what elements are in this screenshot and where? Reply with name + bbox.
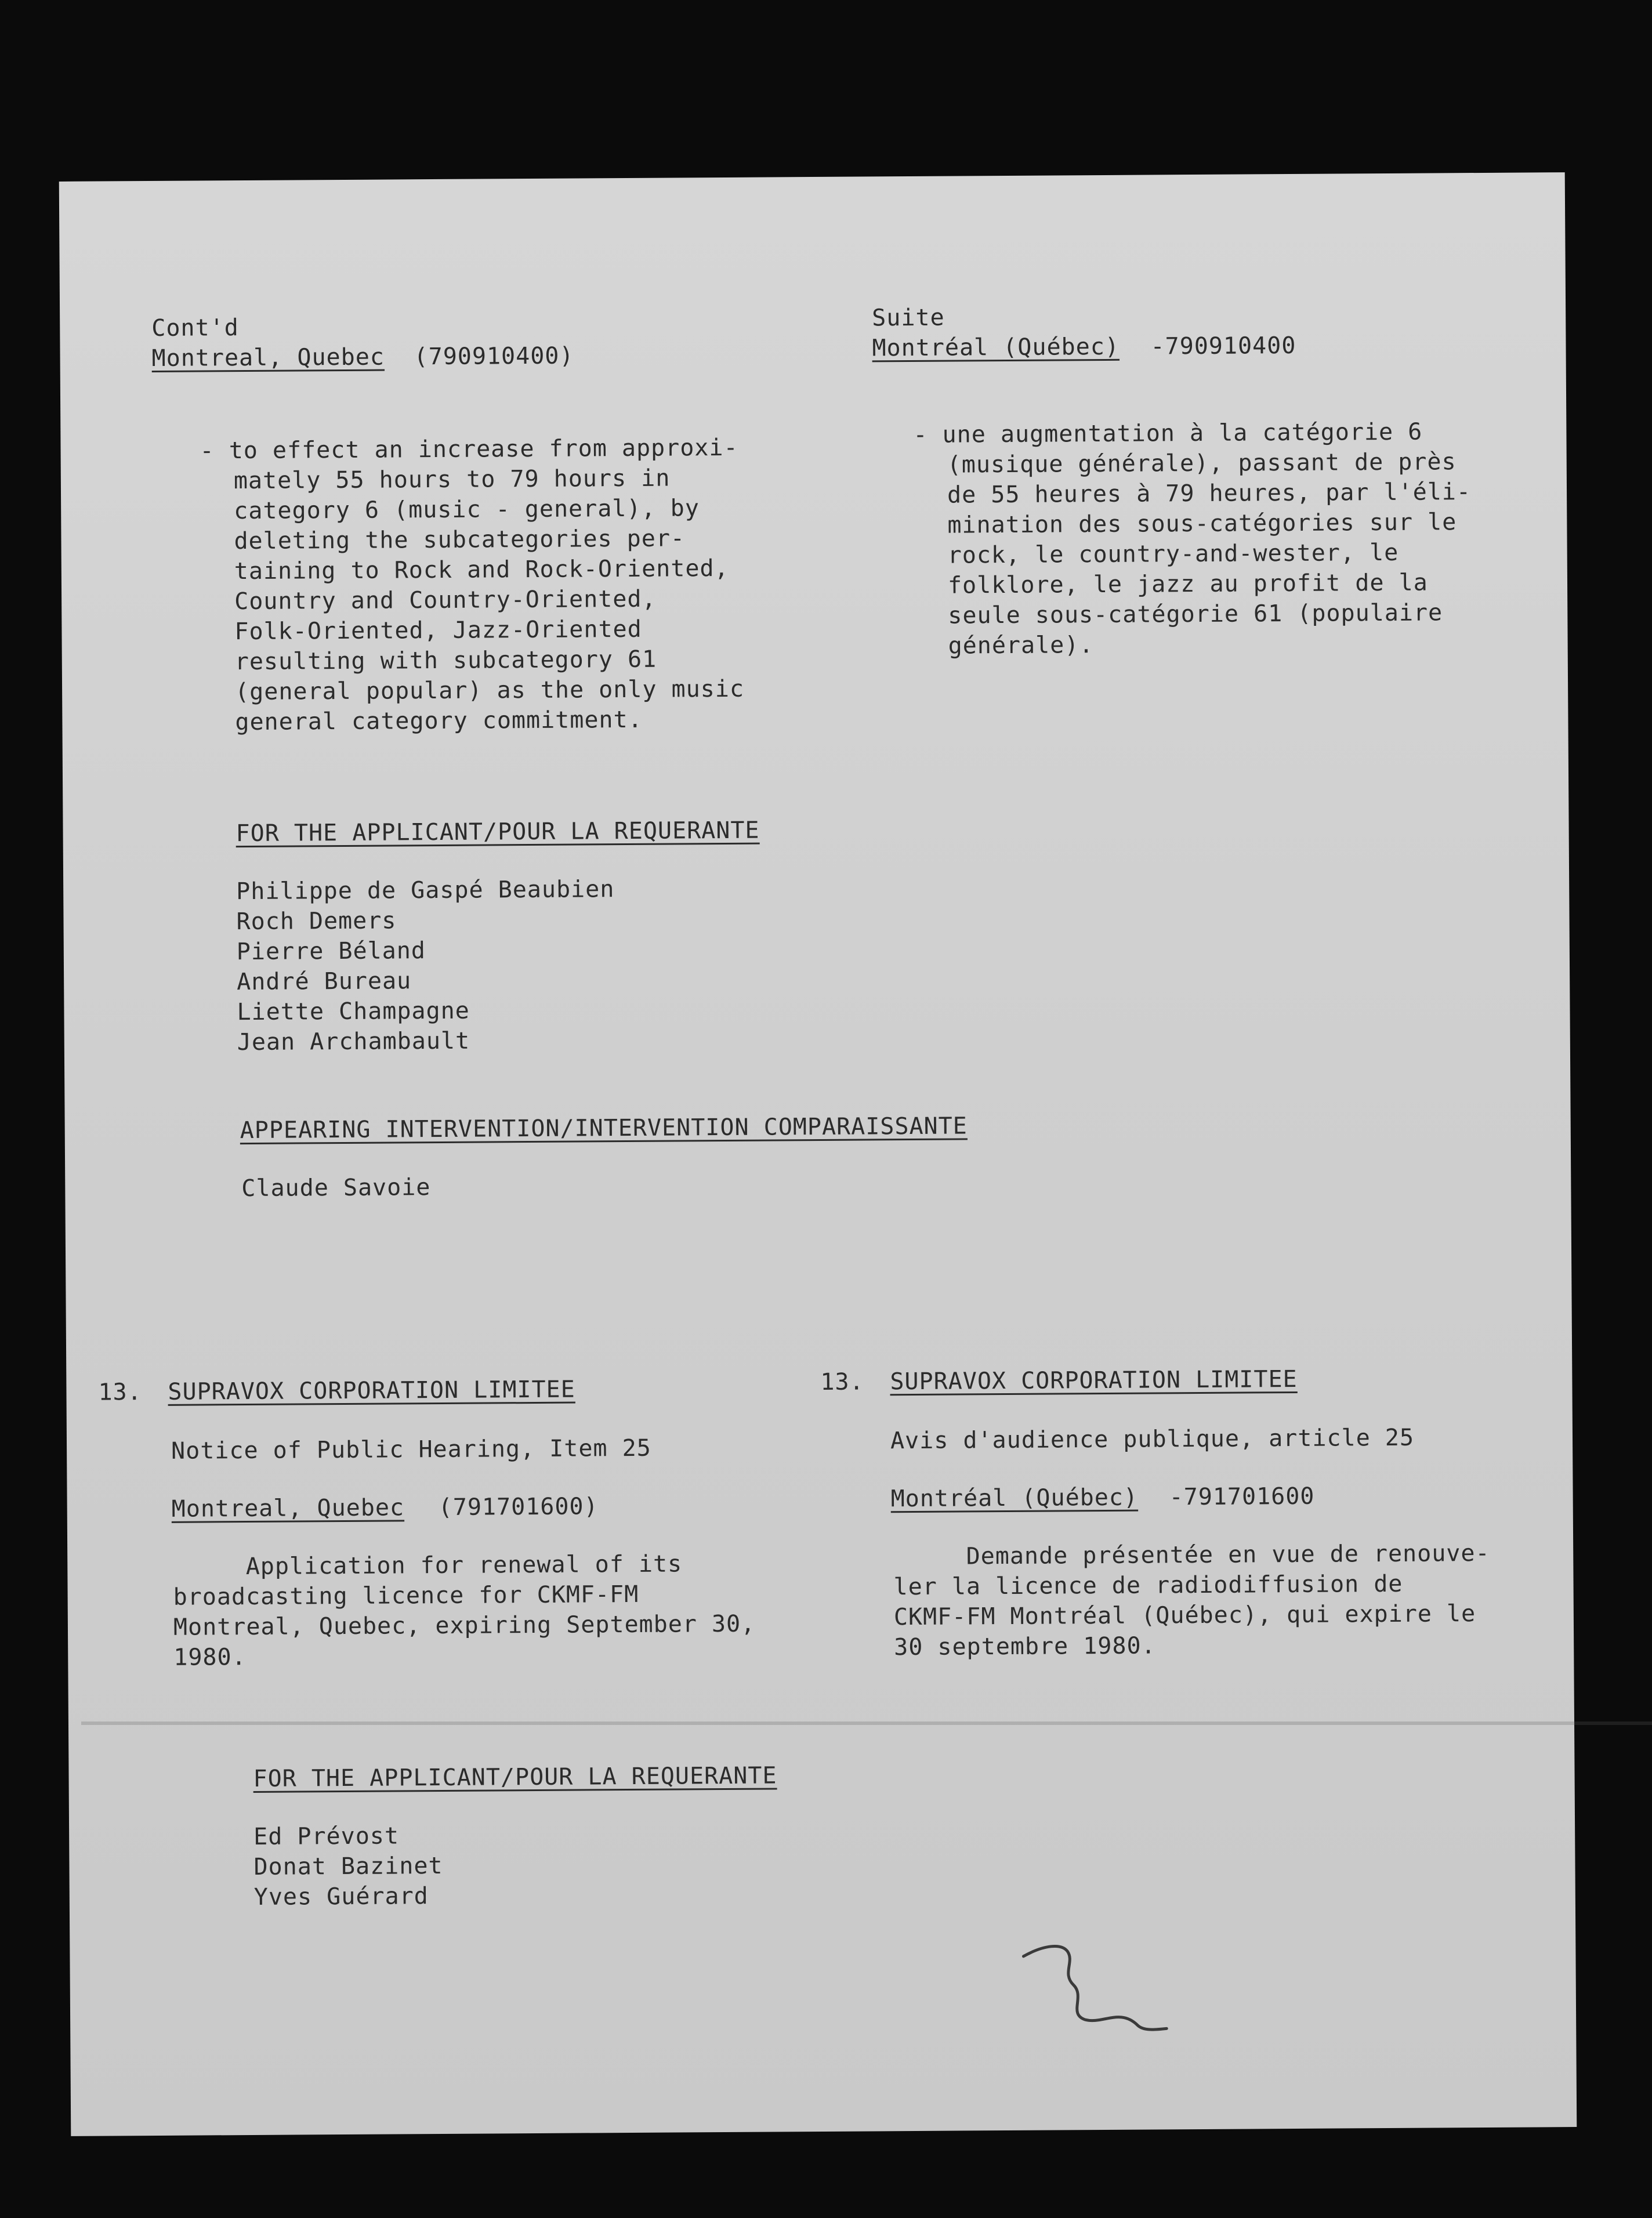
contd-label: Cont'd [151, 314, 239, 342]
item-13-location-left: Montreal, Quebec [171, 1494, 405, 1523]
item-13-body-line: Application for renewal of its [173, 1550, 683, 1581]
item-13-body-line: 30 septembre 1980. [894, 1632, 1156, 1661]
left-body-line: - to effect an increase from approxi- [200, 434, 738, 465]
item-13-company-left: SUPRAVOX CORPORATION LIMITEE [168, 1376, 575, 1405]
item-13-notice-right: Avis d'audience publique, article 25 [890, 1424, 1415, 1455]
applicant-name: Pierre Béland [236, 937, 426, 966]
left-body-line: general category commitment. [235, 706, 643, 736]
left-body-line: category 6 (music - general), by [234, 495, 700, 525]
page-fold-line [81, 1722, 1652, 1725]
left-body-line: taining to Rock and Rock-Oriented, [234, 554, 729, 585]
left-body-line: mately 55 hours to 79 hours in [233, 465, 671, 495]
item-13-body-line: ler la licence de radiodiffusion de [893, 1570, 1403, 1601]
left-body-line: deleting the subcategories per- [234, 525, 686, 555]
left-body-line: (general popular) as the only music [234, 675, 745, 706]
right-file-number: -790910400 [1150, 332, 1296, 360]
document-page [59, 172, 1577, 2136]
item-13-number-right: 13. [820, 1368, 864, 1396]
applicant-heading-2: FOR THE APPLICANT/POUR LA REQUERANTE [253, 1762, 777, 1792]
item-13-body-left [173, 1549, 756, 1673]
intervention-heading: APPEARING INTERVENTION/INTERVENTION COMPARAISSANTE [240, 1112, 968, 1144]
item-13-number-left: 13. [98, 1379, 142, 1406]
right-location: Montréal (Québec) [872, 333, 1120, 362]
applicant-name: Jean Archambault [237, 1027, 470, 1056]
applicant-heading-1: FOR THE APPLICANT/POUR LA REQUERANTE [236, 817, 760, 847]
left-body-line: Country and Country-Oriented, [234, 585, 657, 615]
item-13-body-line: 1980. [173, 1644, 247, 1671]
item-13-body-line: Montreal, Quebec, expiring September 30, [173, 1610, 756, 1641]
item-13-body-line: CKMF-FM Montréal (Québec), qui expire le [893, 1600, 1476, 1631]
applicant-name: André Bureau [237, 967, 412, 996]
left-body [200, 433, 745, 738]
right-body-line: (musique générale), passant de près [947, 448, 1457, 479]
left-location: Montreal, Quebec [151, 343, 385, 372]
applicant-name: Donat Bazinet [253, 1852, 443, 1880]
right-body-line: rock, le country-and-wester, le [947, 539, 1399, 569]
applicant-name: Ed Prévost [253, 1822, 400, 1850]
item-13-body-line: broadcasting licence for CKMF-FM [173, 1581, 639, 1611]
right-body-line: seule sous-catégorie 61 (populaire [948, 599, 1443, 629]
applicant-names-1 [236, 874, 615, 1057]
item-13-file-left: (791701600) [438, 1493, 599, 1521]
item-13-body-right [893, 1538, 1491, 1662]
intervention-name: Claude Savoie [241, 1174, 431, 1202]
applicant-name: Liette Champagne [237, 997, 470, 1026]
suite-label: Suite [872, 304, 945, 332]
left-body-line: Folk-Oriented, Jazz-Oriented [234, 615, 642, 646]
right-body-line: folklore, le jazz au profit de la [947, 569, 1428, 599]
right-body-line: générale). [948, 632, 1094, 659]
applicant-name: Roch Demers [236, 907, 397, 936]
left-file-number: (790910400) [414, 342, 574, 371]
item-13-company-right: SUPRAVOX CORPORATION LIMITEE [890, 1365, 1298, 1396]
applicant-name: Yves Guérard [253, 1883, 429, 1911]
right-body-line: mination des sous-catégories sur le [947, 509, 1457, 539]
right-body-line: - une augmentation à la catégorie 6 [913, 418, 1423, 448]
left-body-line: resulting with subcategory 61 [234, 646, 657, 676]
applicant-name: Philippe de Gaspé Beaubien [236, 876, 615, 905]
applicant-names-2 [253, 1821, 443, 1912]
item-13-body-line: Demande présentée en vue de renouve- [893, 1539, 1490, 1571]
item-13-notice-left: Notice of Public Hearing, Item 25 [171, 1434, 651, 1465]
item-13-location-right: Montréal (Québec) [890, 1484, 1139, 1513]
item-13-file-right: -791701600 [1169, 1483, 1315, 1511]
right-body [913, 416, 1472, 661]
handwritten-mark [1021, 1938, 1172, 2038]
right-body-line: de 55 heures à 79 heures, par l'éli- [947, 479, 1472, 509]
